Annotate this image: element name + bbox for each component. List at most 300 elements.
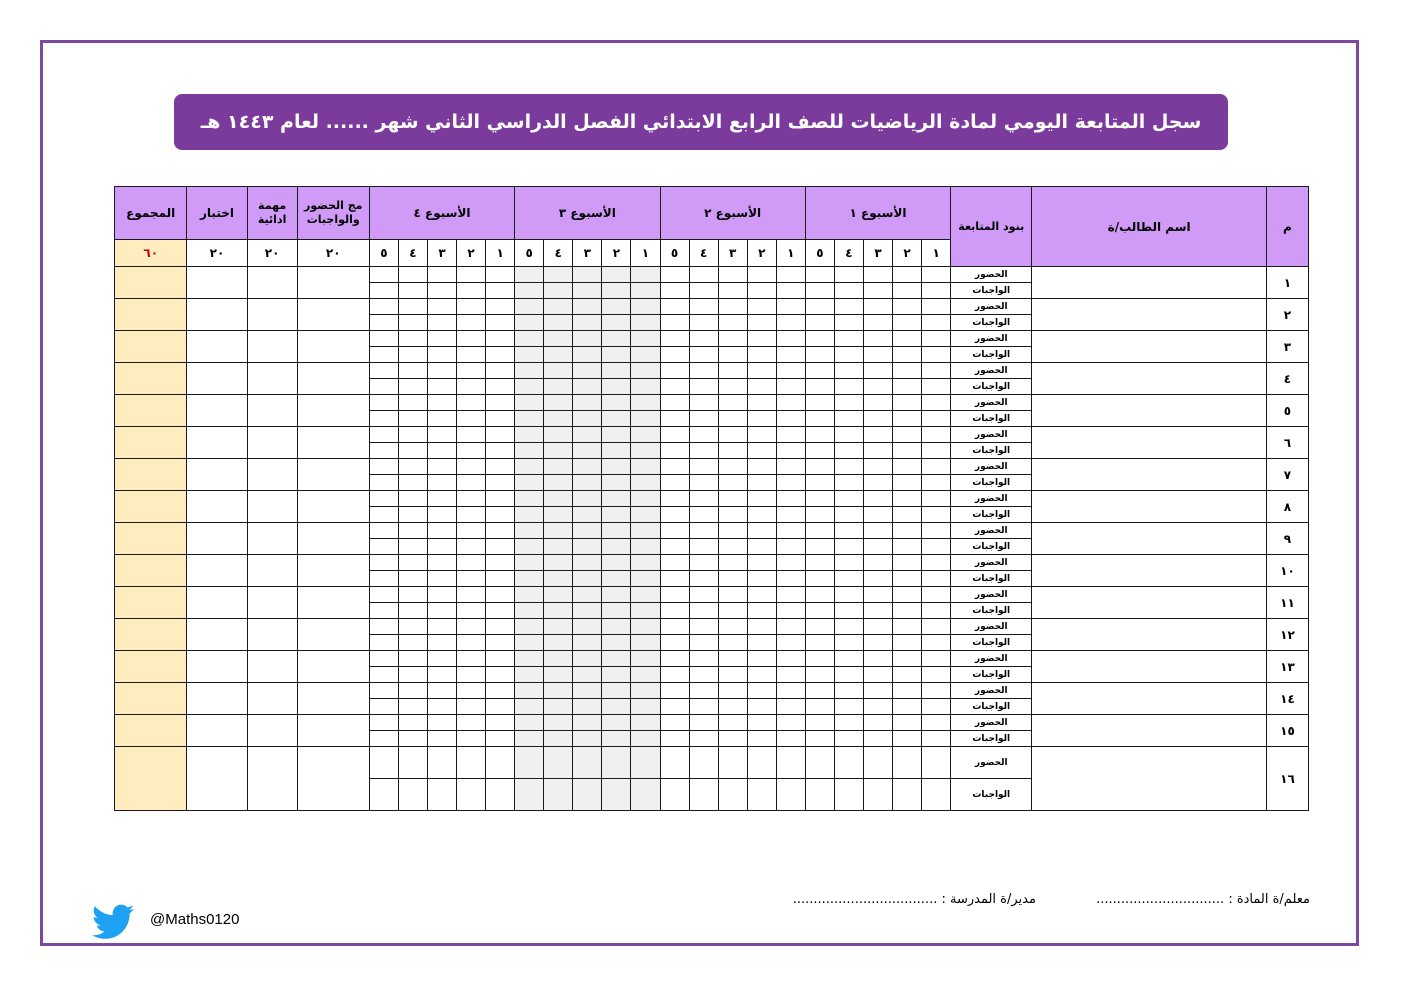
day-cell[interactable] bbox=[805, 363, 834, 379]
day-cell[interactable] bbox=[747, 779, 776, 811]
day-cell[interactable] bbox=[427, 283, 456, 299]
day-cell[interactable] bbox=[486, 427, 515, 443]
day-cell[interactable] bbox=[398, 315, 427, 331]
day-cell[interactable] bbox=[486, 539, 515, 555]
day-cell[interactable] bbox=[747, 299, 776, 315]
day-cell[interactable] bbox=[631, 571, 660, 587]
day-cell[interactable] bbox=[457, 747, 486, 779]
day-cell[interactable] bbox=[602, 267, 631, 283]
day-cell[interactable] bbox=[398, 267, 427, 283]
day-cell[interactable] bbox=[369, 635, 398, 651]
day-cell[interactable] bbox=[544, 587, 573, 603]
attendance-total-cell[interactable] bbox=[297, 651, 369, 683]
day-cell[interactable] bbox=[602, 715, 631, 731]
day-cell[interactable] bbox=[660, 555, 689, 571]
day-cell[interactable] bbox=[369, 299, 398, 315]
day-cell[interactable] bbox=[922, 475, 951, 491]
day-cell[interactable] bbox=[427, 603, 456, 619]
day-cell[interactable] bbox=[457, 571, 486, 587]
attendance-total-cell[interactable] bbox=[297, 267, 369, 299]
day-cell[interactable] bbox=[718, 443, 747, 459]
day-cell[interactable] bbox=[718, 475, 747, 491]
day-cell[interactable] bbox=[486, 315, 515, 331]
total-cell[interactable] bbox=[115, 363, 187, 395]
day-cell[interactable] bbox=[544, 603, 573, 619]
day-cell[interactable] bbox=[631, 379, 660, 395]
day-cell[interactable] bbox=[718, 331, 747, 347]
day-cell[interactable] bbox=[573, 491, 602, 507]
day-cell[interactable] bbox=[631, 443, 660, 459]
day-cell[interactable] bbox=[602, 315, 631, 331]
day-cell[interactable] bbox=[486, 555, 515, 571]
day-cell[interactable] bbox=[893, 395, 922, 411]
test-cell[interactable] bbox=[187, 651, 247, 683]
day-cell[interactable] bbox=[805, 699, 834, 715]
day-cell[interactable] bbox=[457, 363, 486, 379]
day-cell[interactable] bbox=[834, 555, 863, 571]
day-cell[interactable] bbox=[689, 331, 718, 347]
day-cell[interactable] bbox=[544, 427, 573, 443]
total-cell[interactable] bbox=[115, 331, 187, 363]
day-cell[interactable] bbox=[660, 619, 689, 635]
day-cell[interactable] bbox=[660, 523, 689, 539]
day-cell[interactable] bbox=[486, 619, 515, 635]
day-cell[interactable] bbox=[718, 603, 747, 619]
day-cell[interactable] bbox=[544, 299, 573, 315]
day-cell[interactable] bbox=[515, 603, 544, 619]
day-cell[interactable] bbox=[834, 315, 863, 331]
day-cell[interactable] bbox=[602, 699, 631, 715]
day-cell[interactable] bbox=[747, 635, 776, 651]
day-cell[interactable] bbox=[805, 283, 834, 299]
day-cell[interactable] bbox=[486, 667, 515, 683]
day-cell[interactable] bbox=[631, 507, 660, 523]
day-cell[interactable] bbox=[834, 619, 863, 635]
day-cell[interactable] bbox=[544, 475, 573, 491]
day-cell[interactable] bbox=[457, 331, 486, 347]
day-cell[interactable] bbox=[893, 699, 922, 715]
day-cell[interactable] bbox=[747, 699, 776, 715]
day-cell[interactable] bbox=[718, 267, 747, 283]
day-cell[interactable] bbox=[922, 715, 951, 731]
day-cell[interactable] bbox=[398, 411, 427, 427]
day-cell[interactable] bbox=[747, 427, 776, 443]
day-cell[interactable] bbox=[515, 555, 544, 571]
student-name-cell[interactable] bbox=[1032, 395, 1267, 427]
day-cell[interactable] bbox=[893, 379, 922, 395]
day-cell[interactable] bbox=[457, 539, 486, 555]
day-cell[interactable] bbox=[602, 651, 631, 667]
test-cell[interactable] bbox=[187, 683, 247, 715]
total-cell[interactable] bbox=[115, 267, 187, 299]
day-cell[interactable] bbox=[893, 459, 922, 475]
day-cell[interactable] bbox=[747, 571, 776, 587]
day-cell[interactable] bbox=[863, 635, 892, 651]
day-cell[interactable] bbox=[893, 443, 922, 459]
day-cell[interactable] bbox=[922, 379, 951, 395]
day-cell[interactable] bbox=[602, 427, 631, 443]
test-cell[interactable] bbox=[187, 747, 247, 811]
day-cell[interactable] bbox=[747, 347, 776, 363]
day-cell[interactable] bbox=[573, 747, 602, 779]
day-cell[interactable] bbox=[631, 555, 660, 571]
test-cell[interactable] bbox=[187, 715, 247, 747]
day-cell[interactable] bbox=[398, 651, 427, 667]
day-cell[interactable] bbox=[863, 683, 892, 699]
day-cell[interactable] bbox=[631, 331, 660, 347]
day-cell[interactable] bbox=[369, 267, 398, 283]
day-cell[interactable] bbox=[776, 267, 805, 283]
day-cell[interactable] bbox=[747, 379, 776, 395]
day-cell[interactable] bbox=[689, 635, 718, 651]
day-cell[interactable] bbox=[631, 395, 660, 411]
day-cell[interactable] bbox=[398, 427, 427, 443]
day-cell[interactable] bbox=[689, 731, 718, 747]
day-cell[interactable] bbox=[544, 571, 573, 587]
day-cell[interactable] bbox=[369, 379, 398, 395]
day-cell[interactable] bbox=[660, 459, 689, 475]
day-cell[interactable] bbox=[573, 475, 602, 491]
day-cell[interactable] bbox=[776, 731, 805, 747]
day-cell[interactable] bbox=[398, 283, 427, 299]
day-cell[interactable] bbox=[776, 315, 805, 331]
day-cell[interactable] bbox=[922, 283, 951, 299]
day-cell[interactable] bbox=[863, 619, 892, 635]
day-cell[interactable] bbox=[922, 491, 951, 507]
day-cell[interactable] bbox=[863, 347, 892, 363]
day-cell[interactable] bbox=[573, 411, 602, 427]
day-cell[interactable] bbox=[863, 331, 892, 347]
day-cell[interactable] bbox=[573, 379, 602, 395]
day-cell[interactable] bbox=[631, 683, 660, 699]
day-cell[interactable] bbox=[747, 651, 776, 667]
attendance-total-cell[interactable] bbox=[297, 395, 369, 427]
day-cell[interactable] bbox=[515, 667, 544, 683]
day-cell[interactable] bbox=[573, 427, 602, 443]
day-cell[interactable] bbox=[631, 363, 660, 379]
day-cell[interactable] bbox=[369, 347, 398, 363]
day-cell[interactable] bbox=[834, 571, 863, 587]
day-cell[interactable] bbox=[398, 667, 427, 683]
day-cell[interactable] bbox=[427, 379, 456, 395]
day-cell[interactable] bbox=[573, 651, 602, 667]
day-cell[interactable] bbox=[573, 667, 602, 683]
day-cell[interactable] bbox=[602, 587, 631, 603]
day-cell[interactable] bbox=[922, 523, 951, 539]
day-cell[interactable] bbox=[515, 587, 544, 603]
day-cell[interactable] bbox=[922, 459, 951, 475]
day-cell[interactable] bbox=[689, 411, 718, 427]
day-cell[interactable] bbox=[660, 635, 689, 651]
day-cell[interactable] bbox=[486, 699, 515, 715]
task-cell[interactable] bbox=[247, 491, 297, 523]
day-cell[interactable] bbox=[398, 747, 427, 779]
test-cell[interactable] bbox=[187, 331, 247, 363]
day-cell[interactable] bbox=[689, 475, 718, 491]
day-cell[interactable] bbox=[573, 603, 602, 619]
day-cell[interactable] bbox=[602, 523, 631, 539]
day-cell[interactable] bbox=[427, 267, 456, 283]
day-cell[interactable] bbox=[398, 603, 427, 619]
day-cell[interactable] bbox=[893, 299, 922, 315]
day-cell[interactable] bbox=[369, 523, 398, 539]
day-cell[interactable] bbox=[369, 779, 398, 811]
day-cell[interactable] bbox=[631, 715, 660, 731]
day-cell[interactable] bbox=[893, 411, 922, 427]
day-cell[interactable] bbox=[427, 635, 456, 651]
day-cell[interactable] bbox=[922, 267, 951, 283]
day-cell[interactable] bbox=[776, 491, 805, 507]
day-cell[interactable] bbox=[893, 779, 922, 811]
day-cell[interactable] bbox=[544, 667, 573, 683]
day-cell[interactable] bbox=[805, 475, 834, 491]
day-cell[interactable] bbox=[863, 715, 892, 731]
day-cell[interactable] bbox=[893, 731, 922, 747]
day-cell[interactable] bbox=[747, 587, 776, 603]
day-cell[interactable] bbox=[863, 315, 892, 331]
day-cell[interactable] bbox=[805, 731, 834, 747]
student-name-cell[interactable] bbox=[1032, 491, 1267, 523]
day-cell[interactable] bbox=[922, 603, 951, 619]
task-cell[interactable] bbox=[247, 747, 297, 811]
day-cell[interactable] bbox=[427, 731, 456, 747]
test-cell[interactable] bbox=[187, 491, 247, 523]
day-cell[interactable] bbox=[718, 715, 747, 731]
day-cell[interactable] bbox=[573, 587, 602, 603]
total-cell[interactable] bbox=[115, 491, 187, 523]
day-cell[interactable] bbox=[863, 667, 892, 683]
total-cell[interactable] bbox=[115, 715, 187, 747]
day-cell[interactable] bbox=[747, 507, 776, 523]
day-cell[interactable] bbox=[660, 667, 689, 683]
day-cell[interactable] bbox=[863, 699, 892, 715]
attendance-total-cell[interactable] bbox=[297, 427, 369, 459]
student-name-cell[interactable] bbox=[1032, 299, 1267, 331]
student-name-cell[interactable] bbox=[1032, 555, 1267, 587]
day-cell[interactable] bbox=[457, 299, 486, 315]
day-cell[interactable] bbox=[515, 315, 544, 331]
day-cell[interactable] bbox=[457, 443, 486, 459]
day-cell[interactable] bbox=[602, 683, 631, 699]
day-cell[interactable] bbox=[573, 635, 602, 651]
day-cell[interactable] bbox=[863, 571, 892, 587]
day-cell[interactable] bbox=[805, 507, 834, 523]
day-cell[interactable] bbox=[369, 619, 398, 635]
day-cell[interactable] bbox=[718, 283, 747, 299]
day-cell[interactable] bbox=[631, 491, 660, 507]
day-cell[interactable] bbox=[515, 475, 544, 491]
day-cell[interactable] bbox=[834, 523, 863, 539]
day-cell[interactable] bbox=[515, 267, 544, 283]
day-cell[interactable] bbox=[369, 651, 398, 667]
day-cell[interactable] bbox=[398, 331, 427, 347]
day-cell[interactable] bbox=[398, 475, 427, 491]
day-cell[interactable] bbox=[776, 779, 805, 811]
day-cell[interactable] bbox=[631, 779, 660, 811]
day-cell[interactable] bbox=[747, 411, 776, 427]
day-cell[interactable] bbox=[922, 683, 951, 699]
day-cell[interactable] bbox=[544, 283, 573, 299]
day-cell[interactable] bbox=[486, 651, 515, 667]
day-cell[interactable] bbox=[805, 299, 834, 315]
day-cell[interactable] bbox=[457, 699, 486, 715]
day-cell[interactable] bbox=[544, 411, 573, 427]
day-cell[interactable] bbox=[573, 507, 602, 523]
day-cell[interactable] bbox=[893, 635, 922, 651]
day-cell[interactable] bbox=[398, 443, 427, 459]
day-cell[interactable] bbox=[602, 635, 631, 651]
day-cell[interactable] bbox=[398, 523, 427, 539]
day-cell[interactable] bbox=[747, 443, 776, 459]
day-cell[interactable] bbox=[893, 651, 922, 667]
task-cell[interactable] bbox=[247, 523, 297, 555]
day-cell[interactable] bbox=[863, 395, 892, 411]
day-cell[interactable] bbox=[515, 283, 544, 299]
student-name-cell[interactable] bbox=[1032, 747, 1267, 811]
day-cell[interactable] bbox=[922, 619, 951, 635]
day-cell[interactable] bbox=[776, 619, 805, 635]
day-cell[interactable] bbox=[573, 363, 602, 379]
day-cell[interactable] bbox=[776, 331, 805, 347]
day-cell[interactable] bbox=[660, 571, 689, 587]
day-cell[interactable] bbox=[922, 635, 951, 651]
day-cell[interactable] bbox=[660, 731, 689, 747]
day-cell[interactable] bbox=[631, 667, 660, 683]
day-cell[interactable] bbox=[805, 619, 834, 635]
day-cell[interactable] bbox=[515, 651, 544, 667]
day-cell[interactable] bbox=[457, 779, 486, 811]
day-cell[interactable] bbox=[398, 683, 427, 699]
day-cell[interactable] bbox=[457, 427, 486, 443]
day-cell[interactable] bbox=[398, 571, 427, 587]
day-cell[interactable] bbox=[660, 395, 689, 411]
day-cell[interactable] bbox=[486, 363, 515, 379]
day-cell[interactable] bbox=[863, 747, 892, 779]
task-cell[interactable] bbox=[247, 427, 297, 459]
day-cell[interactable] bbox=[602, 747, 631, 779]
day-cell[interactable] bbox=[515, 507, 544, 523]
day-cell[interactable] bbox=[834, 379, 863, 395]
day-cell[interactable] bbox=[486, 571, 515, 587]
student-name-cell[interactable] bbox=[1032, 427, 1267, 459]
day-cell[interactable] bbox=[573, 683, 602, 699]
day-cell[interactable] bbox=[602, 491, 631, 507]
day-cell[interactable] bbox=[718, 427, 747, 443]
day-cell[interactable] bbox=[747, 283, 776, 299]
day-cell[interactable] bbox=[660, 683, 689, 699]
student-name-cell[interactable] bbox=[1032, 523, 1267, 555]
day-cell[interactable] bbox=[834, 779, 863, 811]
day-cell[interactable] bbox=[922, 539, 951, 555]
attendance-total-cell[interactable] bbox=[297, 331, 369, 363]
day-cell[interactable] bbox=[805, 587, 834, 603]
day-cell[interactable] bbox=[718, 491, 747, 507]
day-cell[interactable] bbox=[602, 363, 631, 379]
total-cell[interactable] bbox=[115, 747, 187, 811]
day-cell[interactable] bbox=[689, 427, 718, 443]
day-cell[interactable] bbox=[486, 779, 515, 811]
day-cell[interactable] bbox=[486, 603, 515, 619]
day-cell[interactable] bbox=[398, 715, 427, 731]
day-cell[interactable] bbox=[573, 715, 602, 731]
day-cell[interactable] bbox=[427, 747, 456, 779]
day-cell[interactable] bbox=[369, 667, 398, 683]
day-cell[interactable] bbox=[776, 475, 805, 491]
day-cell[interactable] bbox=[834, 491, 863, 507]
day-cell[interactable] bbox=[922, 347, 951, 363]
day-cell[interactable] bbox=[660, 267, 689, 283]
day-cell[interactable] bbox=[631, 747, 660, 779]
day-cell[interactable] bbox=[486, 747, 515, 779]
total-cell[interactable] bbox=[115, 523, 187, 555]
day-cell[interactable] bbox=[427, 779, 456, 811]
day-cell[interactable] bbox=[573, 571, 602, 587]
day-cell[interactable] bbox=[631, 427, 660, 443]
day-cell[interactable] bbox=[718, 779, 747, 811]
day-cell[interactable] bbox=[457, 411, 486, 427]
day-cell[interactable] bbox=[573, 523, 602, 539]
day-cell[interactable] bbox=[776, 539, 805, 555]
day-cell[interactable] bbox=[689, 507, 718, 523]
day-cell[interactable] bbox=[805, 459, 834, 475]
task-cell[interactable] bbox=[247, 587, 297, 619]
test-cell[interactable] bbox=[187, 267, 247, 299]
day-cell[interactable] bbox=[718, 667, 747, 683]
day-cell[interactable] bbox=[776, 283, 805, 299]
day-cell[interactable] bbox=[486, 331, 515, 347]
test-cell[interactable] bbox=[187, 459, 247, 491]
day-cell[interactable] bbox=[369, 411, 398, 427]
day-cell[interactable] bbox=[515, 379, 544, 395]
day-cell[interactable] bbox=[544, 459, 573, 475]
day-cell[interactable] bbox=[369, 699, 398, 715]
day-cell[interactable] bbox=[369, 571, 398, 587]
day-cell[interactable] bbox=[369, 587, 398, 603]
day-cell[interactable] bbox=[573, 331, 602, 347]
day-cell[interactable] bbox=[922, 299, 951, 315]
task-cell[interactable] bbox=[247, 555, 297, 587]
day-cell[interactable] bbox=[805, 667, 834, 683]
day-cell[interactable] bbox=[427, 427, 456, 443]
day-cell[interactable] bbox=[369, 363, 398, 379]
day-cell[interactable] bbox=[515, 539, 544, 555]
day-cell[interactable] bbox=[602, 667, 631, 683]
day-cell[interactable] bbox=[457, 347, 486, 363]
day-cell[interactable] bbox=[863, 587, 892, 603]
day-cell[interactable] bbox=[427, 475, 456, 491]
day-cell[interactable] bbox=[660, 411, 689, 427]
day-cell[interactable] bbox=[573, 459, 602, 475]
day-cell[interactable] bbox=[544, 715, 573, 731]
day-cell[interactable] bbox=[776, 347, 805, 363]
day-cell[interactable] bbox=[573, 347, 602, 363]
day-cell[interactable] bbox=[369, 555, 398, 571]
day-cell[interactable] bbox=[689, 619, 718, 635]
day-cell[interactable] bbox=[457, 587, 486, 603]
student-name-cell[interactable] bbox=[1032, 715, 1267, 747]
day-cell[interactable] bbox=[776, 635, 805, 651]
day-cell[interactable] bbox=[718, 363, 747, 379]
day-cell[interactable] bbox=[718, 587, 747, 603]
day-cell[interactable] bbox=[893, 683, 922, 699]
day-cell[interactable] bbox=[369, 491, 398, 507]
day-cell[interactable] bbox=[515, 363, 544, 379]
day-cell[interactable] bbox=[573, 283, 602, 299]
day-cell[interactable] bbox=[689, 699, 718, 715]
day-cell[interactable] bbox=[689, 587, 718, 603]
day-cell[interactable] bbox=[834, 347, 863, 363]
day-cell[interactable] bbox=[515, 331, 544, 347]
